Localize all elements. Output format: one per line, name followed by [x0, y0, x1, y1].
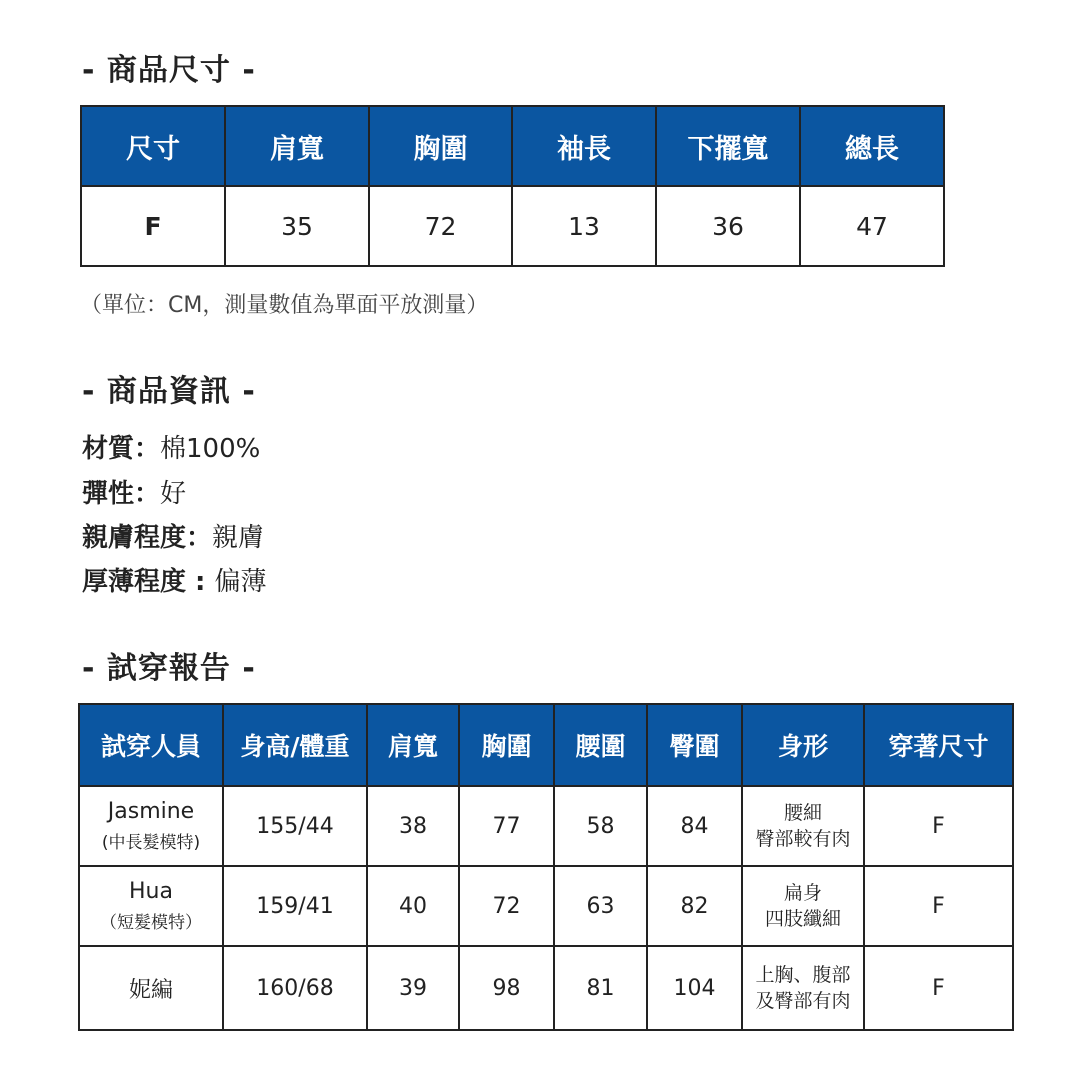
chest-cell: 98	[459, 946, 554, 1030]
tester-note: （短髮模特）	[100, 913, 202, 933]
info-value: 好	[160, 479, 187, 509]
info-label: 厚薄程度 :	[82, 567, 215, 597]
waist-cell: 63	[554, 866, 647, 946]
tester-cell	[79, 866, 223, 946]
header-cell: 胸圍	[369, 106, 512, 186]
info-section-title: - 商品資訊 -	[82, 374, 256, 409]
info-label: 彈性：	[82, 479, 161, 509]
body-shape-cell	[742, 786, 864, 866]
worn-size-cell: F	[864, 946, 1013, 1030]
waist-cell: 58	[554, 786, 647, 866]
info-item-thickness	[82, 561, 267, 598]
tester-name: 妮編	[128, 977, 173, 1003]
worn-size-cell: F	[864, 786, 1013, 866]
table-row	[81, 186, 944, 266]
table-row	[79, 946, 1013, 1030]
size-table	[80, 105, 945, 267]
info-item-elasticity	[82, 473, 186, 510]
body-shape-line: 臀部較有肉	[755, 828, 851, 850]
tester-note: (中長髮模特)	[101, 833, 201, 853]
size-table-header	[81, 106, 944, 186]
info-value: 偏薄	[214, 567, 267, 597]
info-value: 親膚	[212, 523, 265, 553]
body-shape-line: 四肢纖細	[764, 908, 841, 930]
header-cell: 試穿人員	[79, 704, 223, 786]
body-shape-cell	[742, 866, 864, 946]
tester-cell	[79, 946, 223, 1030]
header-cell: 胸圍	[459, 704, 554, 786]
shoulder-cell: 40	[367, 866, 459, 946]
height-weight-cell: 159/41	[223, 866, 367, 946]
value-cell: 36	[656, 186, 800, 266]
header-cell: 肩寬	[225, 106, 369, 186]
header-cell: 總長	[800, 106, 944, 186]
height-weight-cell: 155/44	[223, 786, 367, 866]
fit-report-table	[78, 703, 1014, 1031]
header-cell: 身高/體重	[223, 704, 367, 786]
value-cell: 47	[800, 186, 944, 266]
info-label: 材質：	[82, 434, 161, 464]
header-cell: 下擺寬	[656, 106, 800, 186]
value-cell: 13	[512, 186, 656, 266]
hip-cell: 84	[647, 786, 742, 866]
header-cell: 身形	[742, 704, 864, 786]
value-cell: 72	[369, 186, 512, 266]
worn-size-cell: F	[864, 866, 1013, 946]
tester-name: Hua	[129, 879, 173, 904]
hip-cell: 82	[647, 866, 742, 946]
header-cell: 穿著尺寸	[864, 704, 1013, 786]
table-row	[79, 786, 1013, 866]
size-section-title: - 商品尺寸 -	[82, 53, 256, 88]
table-row	[79, 866, 1013, 946]
info-item-skin-friendly	[82, 517, 264, 554]
body-shape-line: 腰細	[783, 802, 822, 824]
fit-table-header	[79, 704, 1013, 786]
chest-cell: 77	[459, 786, 554, 866]
height-weight-cell: 160/68	[223, 946, 367, 1030]
body-shape-line: 及臀部有肉	[755, 990, 851, 1012]
header-cell: 肩寬	[367, 704, 459, 786]
shoulder-cell: 39	[367, 946, 459, 1030]
header-cell: 臀圍	[647, 704, 742, 786]
header-cell: 腰圍	[554, 704, 647, 786]
body-shape-line: 上胸、腹部	[755, 964, 851, 986]
hip-cell: 104	[647, 946, 742, 1030]
fit-section-title: - 試穿報告 -	[82, 651, 256, 686]
body-shape-line: 扁身	[783, 882, 822, 904]
tester-cell	[79, 786, 223, 866]
body-shape-cell	[742, 946, 864, 1030]
header-cell: 袖長	[512, 106, 656, 186]
info-value: 棉100%	[160, 434, 261, 464]
waist-cell: 81	[554, 946, 647, 1030]
chest-cell: 72	[459, 866, 554, 946]
info-label: 親膚程度：	[82, 523, 213, 553]
unit-note: （單位：CM，測量數值為單面平放測量）	[80, 293, 489, 318]
shoulder-cell: 38	[367, 786, 459, 866]
value-cell: 35	[225, 186, 369, 266]
header-cell: 尺寸	[81, 106, 225, 186]
size-cell: F	[81, 186, 225, 266]
info-item-material	[82, 428, 260, 465]
tester-name: Jasmine	[107, 799, 195, 824]
